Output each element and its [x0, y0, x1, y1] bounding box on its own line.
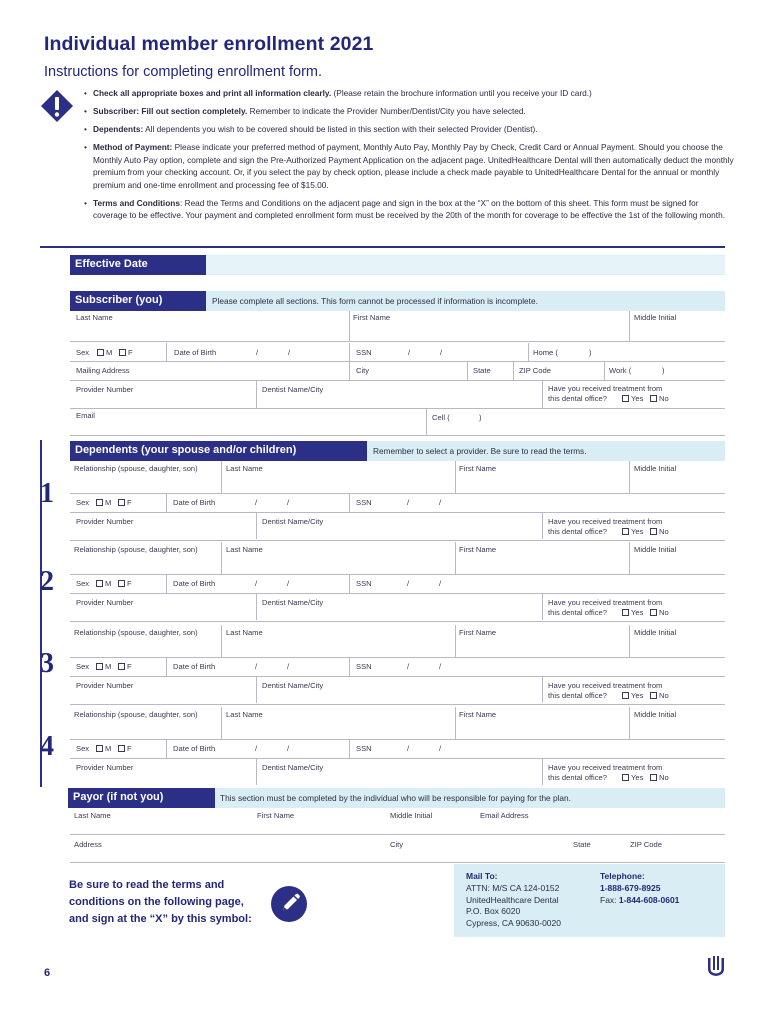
ssn-slash: /: [440, 348, 443, 357]
dependent-dentist-label: Dentist Name/City: [262, 763, 324, 772]
dependent-sex-female-checkbox[interactable]: F: [118, 744, 132, 753]
dependent-middle-initial-label: Middle Initial: [634, 628, 677, 637]
home-phone-label: Home (: [533, 348, 558, 357]
dependent-treatment-yes-checkbox[interactable]: Yes: [622, 608, 643, 617]
dependent-number: 2: [40, 566, 54, 597]
dependents-label: Dependents (your spouse and/or children): [70, 441, 367, 461]
date-slash: /: [255, 498, 258, 507]
telephone-block: Telephone: 1-888-679-8925 Fax: 1-844-608-0601: [600, 871, 680, 905]
middle-initial-field[interactable]: [631, 322, 723, 340]
ssn-slash: /: [439, 579, 442, 588]
date-slash: /: [287, 662, 290, 671]
last-name-label: Last Name: [76, 313, 113, 322]
dependent-treatment-yes-checkbox[interactable]: Yes: [622, 773, 643, 782]
dependent-provider-number-label: Provider Number: [76, 681, 134, 690]
grid-line: [166, 575, 167, 593]
payor-zip-label: ZIP Code: [630, 840, 662, 849]
subscriber-label: Subscriber (you): [70, 291, 206, 311]
city-label: City: [356, 366, 370, 375]
grid-line: [70, 657, 725, 658]
dependent-sex-female-checkbox[interactable]: F: [118, 498, 132, 507]
dependent-treatment-question: Have you received treatment from: [548, 681, 663, 690]
grid-line: [542, 513, 543, 539]
dependent-treatment-question-2: this dental office?: [548, 608, 607, 617]
dependent-dob-label: Date of Birth: [173, 498, 216, 507]
dependent-ssn-label: SSN: [356, 579, 372, 588]
dependent-last-name-field[interactable]: [224, 720, 453, 738]
grid-line: [455, 707, 456, 739]
dependent-last-name-label: Last Name: [226, 628, 263, 637]
grid-line: [349, 494, 350, 512]
payor-label: Payor (if not you): [68, 788, 215, 808]
subscriber-note: Please complete all sections. This form cannot be processed if information is incomplete.: [212, 296, 538, 306]
ssn-slash: /: [439, 498, 442, 507]
dependent-middle-initial-label: Middle Initial: [634, 710, 677, 719]
uhc-logo-icon: [706, 955, 726, 977]
date-slash: /: [255, 744, 258, 753]
grid-line: [256, 594, 257, 620]
dependent-dentist-label: Dentist Name/City: [262, 681, 324, 690]
dependent-number: 1: [40, 478, 54, 509]
grid-line: [455, 542, 456, 574]
dependent-first-name-field[interactable]: [458, 555, 627, 573]
dependent-dob-label: Date of Birth: [173, 662, 216, 671]
relationship-label: Relationship (spouse, daughter, son): [74, 710, 198, 719]
dependent-first-name-label: First Name: [459, 710, 497, 719]
grid-line: [349, 740, 350, 758]
date-slash: /: [255, 662, 258, 671]
instruction-item: • Dependents: All dependents you wish to be covered should be listed in this section with their selected Provider (Dentist).: [84, 123, 734, 136]
section-divider: [40, 246, 725, 248]
dependent-treatment-no-checkbox[interactable]: No: [650, 608, 669, 617]
grid-line: [70, 593, 725, 594]
middle-initial-label: Middle Initial: [634, 313, 677, 322]
dependent-last-name-label: Last Name: [226, 464, 263, 473]
treatment-no-checkbox[interactable]: No: [650, 394, 669, 403]
dependent-sex-male-checkbox[interactable]: M: [96, 498, 111, 507]
dependent-provider-number-label: Provider Number: [76, 763, 134, 772]
paren: ): [589, 348, 592, 357]
sex-male-checkbox[interactable]: M: [97, 348, 112, 357]
dependent-treatment-question-2: this dental office?: [548, 527, 607, 536]
sign-instructions: Be sure to read the terms and conditions on the following page, and sign at the “X” by this symbol:: [69, 879, 252, 925]
grid-line: [166, 740, 167, 758]
dependent-ssn-label: SSN: [356, 662, 372, 671]
dependent-treatment-question-2: this dental office?: [548, 691, 607, 700]
grid-line: [166, 494, 167, 512]
ssn-slash: /: [407, 579, 410, 588]
date-slash: /: [287, 579, 290, 588]
grid-line: [349, 575, 350, 593]
ssn-slash: /: [407, 744, 410, 753]
grid-line: [542, 677, 543, 703]
dependent-last-name-field[interactable]: [224, 638, 453, 656]
grid-line: [70, 676, 725, 677]
dob-label: Date of Birth: [174, 348, 217, 357]
dependent-dentist-label: Dentist Name/City: [262, 598, 324, 607]
payor-address-label: Address: [74, 840, 102, 849]
dependent-dentist-label: Dentist Name/City: [262, 517, 324, 526]
relationship-label: Relationship (spouse, daughter, son): [74, 628, 198, 637]
page-number: 6: [44, 967, 51, 979]
grid-line: [166, 658, 167, 676]
dependent-first-name-field[interactable]: [458, 720, 627, 738]
paren: ): [662, 366, 665, 375]
dependent-dob-label: Date of Birth: [173, 579, 216, 588]
grid-line: [70, 512, 725, 513]
dependent-last-name-field[interactable]: [224, 555, 453, 573]
grid-line: [221, 625, 222, 657]
dependents-note: Remember to select a provider. Be sure to read the terms.: [373, 446, 587, 456]
instruction-item: • Method of Payment: Please indicate your preferred method of payment, Monthly Auto Pay, Monthly Pay by Check, Credit Card or Annual Payment. Should you choose the Monthly Auto Pay option, complete and sign the Pre-Authorized Payment Application on the adjacent page. UnitedHealthcare Dental will then automatically deduct the monthly premium from your checking account. Or, if you select the pay by check option, please include a check made payable to UnitedHealthcare Dental for the annual or monthly premium and one-time enrollment and processing fee of $15.00.: [84, 141, 734, 191]
ssn-slash: /: [439, 662, 442, 671]
grid-line: [70, 758, 725, 759]
dependent-sex-male-checkbox[interactable]: M: [96, 579, 111, 588]
grid-line: [221, 461, 222, 493]
dependent-first-name-label: First Name: [459, 628, 497, 637]
pencil-icon: [271, 886, 307, 922]
payor-email-label: Email Address: [480, 811, 529, 820]
provider-number-label: Provider Number: [76, 385, 134, 394]
grid-line: [629, 542, 630, 574]
dependent-sex-female-checkbox[interactable]: F: [118, 579, 132, 588]
grid-line: [221, 707, 222, 739]
dependent-dob-label: Date of Birth: [173, 744, 216, 753]
dependent-last-name-label: Last Name: [226, 710, 263, 719]
ssn-slash: /: [407, 662, 410, 671]
dependent-sex-male-checkbox[interactable]: M: [96, 744, 111, 753]
dependent-provider-number-label: Provider Number: [76, 598, 134, 607]
warning-icon: [40, 89, 74, 123]
sex-label: Sex: [76, 348, 90, 357]
dependent-sex-male-checkbox[interactable]: M: [96, 662, 111, 671]
dependent-treatment-question: Have you received treatment from: [548, 598, 663, 607]
grid-line: [542, 594, 543, 620]
work-phone-label: Work (: [609, 366, 632, 375]
dependent-number: 3: [40, 648, 54, 679]
payor-note: This section must be completed by the individual who will be responsible for paying for the plan.: [220, 793, 571, 803]
dependent-first-name-field[interactable]: [458, 638, 627, 656]
dependent-sex-female-checkbox[interactable]: F: [118, 662, 132, 671]
dependent-provider-number-label: Provider Number: [76, 517, 134, 526]
dependent-ssn-label: SSN: [356, 498, 372, 507]
grid-line: [542, 759, 543, 785]
effective-date-label: Effective Date: [70, 255, 206, 275]
dependent-treatment-question: Have you received treatment from: [548, 517, 663, 526]
instructions-list: [84, 87, 734, 227]
payor-first-name-label: First Name: [257, 811, 295, 820]
treatment-yes-checkbox[interactable]: Yes: [622, 394, 643, 403]
page-subtitle: Instructions for completing enrollment form.: [44, 64, 323, 80]
effective-date-field[interactable]: [206, 256, 725, 274]
dependent-last-name-field[interactable]: [224, 474, 453, 492]
instruction-item: • Check all appropriate boxes and print all information clearly. (Please retain the brochure information until you receive your ID card.): [84, 87, 734, 100]
grid-line: [70, 493, 725, 494]
dependent-treatment-no-checkbox[interactable]: No: [650, 773, 669, 782]
payor-middle-initial-label: Middle Initial: [390, 811, 433, 820]
treatment-question-2: this dental office?: [548, 394, 607, 403]
email-label: Email: [76, 411, 95, 420]
grid-line: [70, 739, 725, 740]
instruction-item: • Subscriber: Fill out section completely. Remember to indicate the Provider Number/Dentist/City you have selected.: [84, 105, 734, 118]
dentist-label: Dentist Name/City: [262, 385, 324, 394]
paren: ): [479, 413, 482, 422]
dependent-sex-label: Sex: [76, 662, 90, 671]
grid-line: [629, 461, 630, 493]
grid-line: [256, 677, 257, 703]
grid-line: [629, 707, 630, 739]
grid-line: [221, 542, 222, 574]
grid-line: [455, 461, 456, 493]
grid-line: [629, 625, 630, 657]
dependent-treatment-yes-checkbox[interactable]: Yes: [622, 527, 643, 536]
dependent-number: 4: [40, 731, 54, 762]
dependent-treatment-yes-checkbox[interactable]: Yes: [622, 691, 643, 700]
dependent-treatment-question: Have you received treatment from: [548, 763, 663, 772]
dependent-sex-label: Sex: [76, 579, 90, 588]
ssn-label: SSN: [356, 348, 372, 357]
payor-city-label: City: [390, 840, 404, 849]
dependent-middle-initial-label: Middle Initial: [634, 545, 677, 554]
payor-last-name-label: Last Name: [74, 811, 111, 820]
dependent-first-name-field[interactable]: [458, 474, 627, 492]
date-slash: /: [287, 744, 290, 753]
page-title: Individual member enrollment 2021: [44, 33, 374, 55]
first-name-label: First Name: [353, 313, 391, 322]
dependent-first-name-label: First Name: [459, 464, 497, 473]
treatment-question: Have you received treatment from: [548, 384, 663, 393]
grid-line: [70, 704, 725, 705]
ssn-slash: /: [439, 744, 442, 753]
grid-line: [256, 513, 257, 539]
zip-label: ZIP Code: [519, 366, 551, 375]
relationship-label: Relationship (spouse, daughter, son): [74, 545, 198, 554]
grid-line: [70, 574, 725, 575]
date-slash: /: [288, 348, 291, 357]
payor-state-label: State: [573, 840, 591, 849]
date-slash: /: [255, 579, 258, 588]
first-name-field[interactable]: [351, 322, 627, 340]
dependent-sex-label: Sex: [76, 744, 90, 753]
instruction-item: • Terms and Conditions: Read the Terms and Conditions on the adjacent page and sign in the box at the “X” on the bottom of this sheet. This form must be signed for coverage to be effective. Your payment and completed enrollment form must be received by the 20th of the month for coverage to be effective the 1st of the following month.: [84, 197, 734, 222]
state-label: State: [473, 366, 491, 375]
mail-to-block: Mail To: ATTN: M/S CA 124-0152 UnitedHealthcare Dental P.O. Box 6020 Cypress, CA 90630-0020: [466, 871, 561, 929]
relationship-label: Relationship (spouse, daughter, son): [74, 464, 198, 473]
cell-phone-label: Cell (: [432, 413, 450, 422]
grid-line: [256, 759, 257, 785]
dependent-treatment-no-checkbox[interactable]: No: [650, 527, 669, 536]
dependent-middle-initial-label: Middle Initial: [634, 464, 677, 473]
dependent-treatment-question-2: this dental office?: [548, 773, 607, 782]
grid-line: [70, 621, 725, 622]
dependent-ssn-label: SSN: [356, 744, 372, 753]
date-slash: /: [287, 498, 290, 507]
sex-female-checkbox[interactable]: F: [119, 348, 133, 357]
last-name-field[interactable]: [72, 322, 347, 340]
dependent-sex-label: Sex: [76, 498, 90, 507]
dependent-treatment-no-checkbox[interactable]: No: [650, 691, 669, 700]
grid-line: [455, 625, 456, 657]
dependent-last-name-label: Last Name: [226, 545, 263, 554]
dependent-first-name-label: First Name: [459, 545, 497, 554]
ssn-slash: /: [408, 348, 411, 357]
grid-line: [70, 540, 725, 541]
mailing-address-label: Mailing Address: [76, 366, 130, 375]
date-slash: /: [256, 348, 259, 357]
ssn-slash: /: [407, 498, 410, 507]
grid-line: [349, 658, 350, 676]
